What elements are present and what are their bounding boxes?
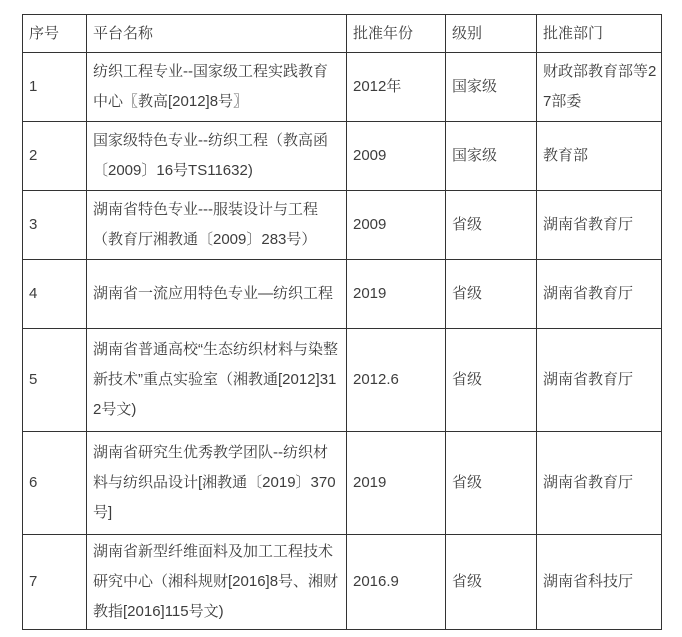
index-cell: 2 — [23, 122, 87, 191]
platform-name-cell: 纺织工程专业--国家级工程实践教育中心〖教高[2012]8号〗 — [87, 53, 347, 122]
level-cell: 省级 — [446, 535, 537, 630]
table-row — [23, 122, 662, 191]
table-row — [23, 191, 662, 260]
index-cell: 1 — [23, 53, 87, 122]
level-cell: 国家级 — [446, 122, 537, 191]
platform-name-cell: 湖南省普通高校“生态纺织材料与染整新技术”重点实验室（湘教通[2012]312号文) — [87, 329, 347, 432]
table-row — [23, 329, 662, 432]
approval-year-cell: 2019 — [347, 432, 446, 535]
header-cell-platform-name: 平台名称 — [87, 15, 347, 53]
platform-name-cell: 湖南省新型纤维面料及加工工程技术研究中心（湘科规财[2016]8号、湘财教指[2016]115号文) — [87, 535, 347, 630]
header-cell-level: 级别 — [446, 15, 537, 53]
level-cell: 省级 — [446, 191, 537, 260]
approval-year-cell: 2009 — [347, 191, 446, 260]
approval-year-cell: 2012.6 — [347, 329, 446, 432]
table-header-row — [23, 15, 662, 53]
approval-department-cell: 湖南省教育厅 — [537, 432, 662, 535]
header-cell-approval-department: 批准部门 — [537, 15, 662, 53]
table-row — [23, 260, 662, 329]
approval-year-cell: 2016.9 — [347, 535, 446, 630]
index-cell: 5 — [23, 329, 87, 432]
index-cell: 6 — [23, 432, 87, 535]
approval-department-cell: 湖南省教育厅 — [537, 329, 662, 432]
platform-table — [22, 14, 662, 630]
index-cell: 3 — [23, 191, 87, 260]
table-row — [23, 432, 662, 535]
table-row — [23, 53, 662, 122]
platform-name-cell: 湖南省一流应用特色专业—纺织工程 — [87, 260, 347, 329]
approval-department-cell: 湖南省教育厅 — [537, 191, 662, 260]
level-cell: 省级 — [446, 432, 537, 535]
approval-department-cell: 财政部教育部等27部委 — [537, 53, 662, 122]
platform-name-cell: 湖南省特色专业---服装设计与工程（教育厅湘教通〔2009〕283号） — [87, 191, 347, 260]
platform-name-cell: 国家级特色专业--纺织工程（教高函〔2009〕16号TS11632) — [87, 122, 347, 191]
table-container — [22, 14, 662, 630]
approval-year-cell: 2019 — [347, 260, 446, 329]
platform-name-cell: 湖南省研究生优秀教学团队--纺织材料与纺织品设计[湘教通〔2019〕370 号] — [87, 432, 347, 535]
approval-department-cell: 教育部 — [537, 122, 662, 191]
header-cell-approval-year: 批准年份 — [347, 15, 446, 53]
index-cell: 7 — [23, 535, 87, 630]
approval-year-cell: 2009 — [347, 122, 446, 191]
level-cell: 国家级 — [446, 53, 537, 122]
header-cell-index: 序号 — [23, 15, 87, 53]
approval-department-cell: 湖南省教育厅 — [537, 260, 662, 329]
table-row — [23, 535, 662, 630]
level-cell: 省级 — [446, 260, 537, 329]
level-cell: 省级 — [446, 329, 537, 432]
approval-department-cell: 湖南省科技厅 — [537, 535, 662, 630]
approval-year-cell: 2012年 — [347, 53, 446, 122]
index-cell: 4 — [23, 260, 87, 329]
